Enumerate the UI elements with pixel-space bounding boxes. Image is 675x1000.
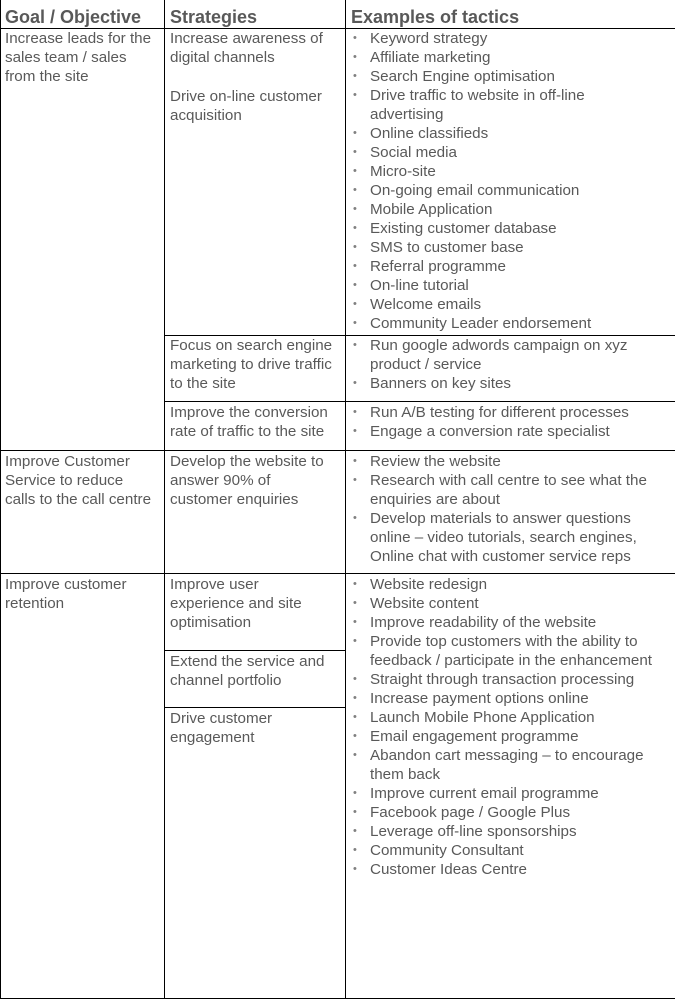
tactic-item: • Website redesign [346,575,652,594]
tactics-list [346,336,628,393]
strategy-cell: Extend the service and channel portfolio [170,653,325,689]
tactics-list [346,575,652,879]
section-divider [0,450,675,451]
strategy-cell: Increase awareness of digital channels [170,30,323,66]
tactics-list [346,29,591,333]
tactic-item: • Abandon cart messaging – to encourage them back [346,746,652,784]
tactic-item: • SMS to customer base [346,238,591,257]
tactic-item: • Improve current email programme [346,784,652,803]
tactic-item: • Provide top customers with the ability to feedback / participate in the enhancement [346,632,652,670]
tactic-item: • Referral programme [346,257,591,276]
tactic-item: • Community Consultant [346,841,652,860]
tactic-item: • On-line tutorial [346,276,591,295]
tactic-item: • Straight through transaction processing [346,670,652,689]
tactic-item: • Research with call centre to see what the enquiries are about [346,471,647,509]
header-strategies: Strategies [170,7,258,27]
goal-cell: Increase leads for the sales team / sales from the site [5,30,152,85]
tactic-item: • On-going email communication [346,181,591,200]
header-goal: Goal / Objective [5,7,142,27]
header-tactics: Examples of tactics [351,7,520,27]
tactic-item: • Run google adwords campaign on xyz product / service [346,336,628,374]
tactic-item: • Welcome emails [346,295,591,314]
tactic-item: • Search Engine optimisation [346,67,591,86]
table-bottom-border [0,998,675,999]
tactic-item: • Improve readability of the website [346,613,652,632]
tactic-item: • Micro-site [346,162,591,181]
column-divider [164,0,165,999]
table-left-border [0,0,1,999]
tactic-item: • Develop materials to answer questions online – video tutorials, search engines, Online chat with customer service reps [346,509,647,566]
tactic-item: • Increase payment options online [346,689,652,708]
tactic-item: • Review the website [346,452,647,471]
tactic-item: • Community Leader endorsement [346,314,591,333]
strategy-divider [165,650,346,651]
tactic-item: • Keyword strategy [346,29,591,48]
strategy-cell: Improve user experience and site optimisation [170,576,302,631]
tactic-item: • Online classifieds [346,124,591,143]
strategy-cell: Focus on search engine marketing to drive traffic to the site [170,337,333,392]
tactic-item: • Existing customer database [346,219,591,238]
tactics-list [346,452,647,566]
tactics-list [346,403,629,441]
tactic-item: • Engage a conversion rate specialist [346,422,629,441]
section-divider [0,573,675,574]
tactic-item: • Facebook page / Google Plus [346,803,652,822]
tactic-item: • Mobile Application [346,200,591,219]
tactic-item: • Run A/B testing for different processes [346,403,629,422]
goal-cell: Improve customer retention [5,576,127,612]
strategy-cell: Drive on-line customer acquisition [170,88,322,124]
tactic-item: • Email engagement programme [346,727,652,746]
tactic-item: • Affiliate marketing [346,48,591,67]
strategy-cell: Drive customer engagement [170,710,273,746]
tactic-item: • Customer Ideas Centre [346,860,652,879]
strategy-divider [165,707,346,708]
tactic-item: • Banners on key sites [346,374,628,393]
tactic-item: • Social media [346,143,591,162]
tactic-item: • Launch Mobile Phone Application [346,708,652,727]
tactic-item: • Leverage off-line sponsorships [346,822,652,841]
strategy-cell: Develop the website to answer 90% of customer enquiries [170,453,324,508]
strategy-cell: Improve the conversion rate of traffic to the site [170,404,328,440]
goal-cell: Improve Customer Service to reduce calls to the call centre [5,453,152,508]
tactic-item: • Website content [346,594,652,613]
row-divider [165,401,675,402]
tactic-item: • Drive traffic to website in off-line advertising [346,86,591,124]
